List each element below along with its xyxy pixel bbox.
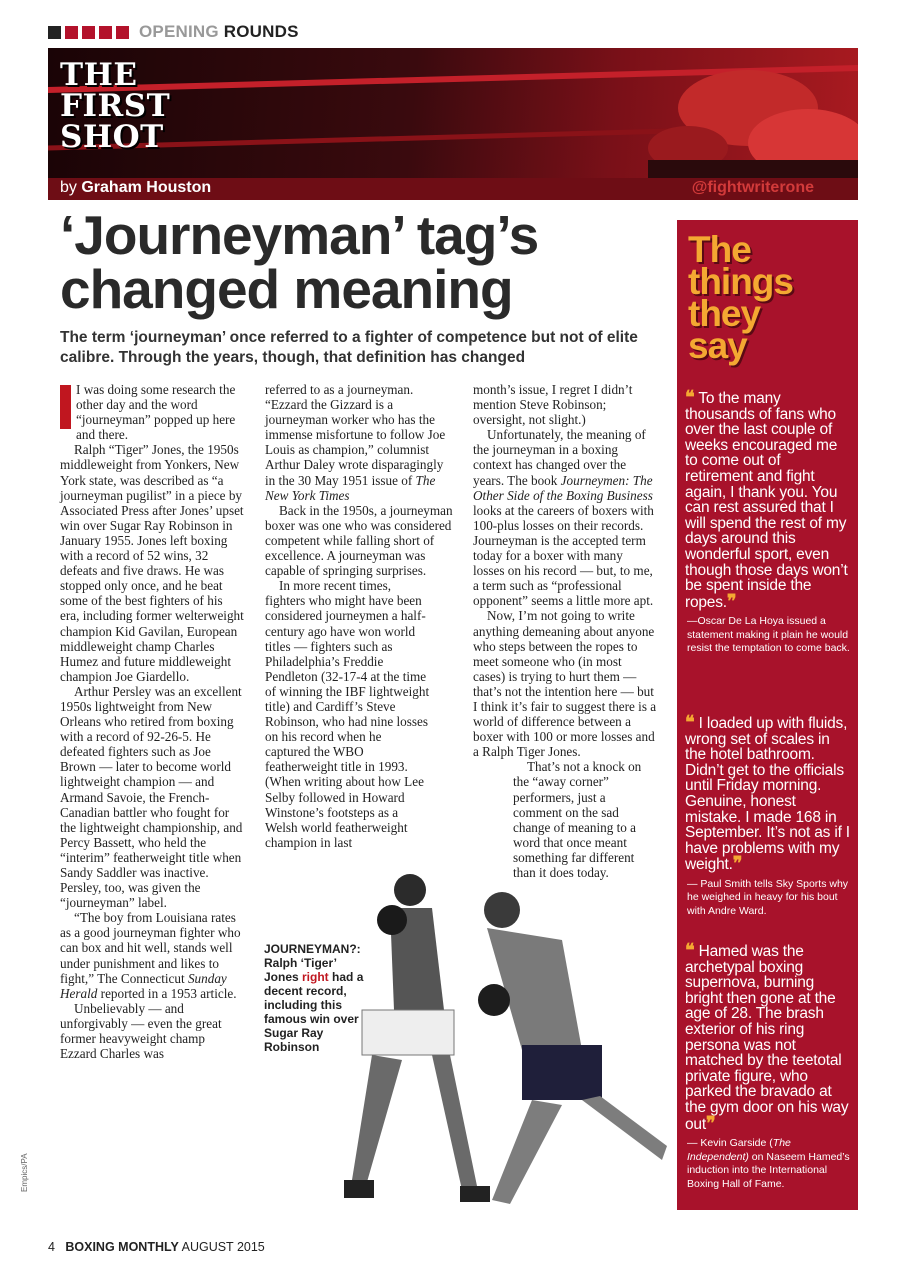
close-quote-icon: ❞ bbox=[726, 590, 737, 612]
quote-source: — Kevin Garside (The Independent) on Naseem Hamed’s induction into the International Boxing Hall of Fame. bbox=[687, 1137, 850, 1190]
standfirst: The term ‘journeyman’ once referred to a fighter of competence but not of elite calibre. Through the years, though, that definition has changed bbox=[60, 329, 638, 366]
close-quote-icon: ❞ bbox=[732, 853, 743, 875]
quotes-sidebar bbox=[677, 220, 858, 1210]
paragraph: Back in the 1950s, a journeyman boxer was one who was considered competent while falling short of excellence. A journeyman was capable of springing surprises. bbox=[265, 502, 453, 579]
close-quote-icon: ❞ bbox=[705, 1112, 716, 1134]
quote-text: I loaded up with fluids, wrong set of scales in the hotel bathroom. Didn’t get to the officials until Friday morning. Genuine, honest mistake. I made 168 in September. It’s not as if I have problems with my weight. bbox=[685, 715, 850, 874]
paragraph: Arthur Persley was an excellent 1950s lightweight from New Orleans who retired from boxing with a record of 92-26-5. He defeated fighters such as Joe Brown — later to become world lightweight champion — and Armand Savoie, the French-Canadian battler who fought for the lightweight championship, and Percy Bassett, who held the “interim” featherweight title when Sandy Saddler was inactive. Persley, too, was given the “journeyman” label. bbox=[60, 683, 243, 911]
open-quote-icon: ❝ bbox=[685, 712, 695, 733]
sidebar-title: The things they say bbox=[688, 229, 793, 366]
author-name: Graham Houston bbox=[81, 179, 212, 196]
paragraph: month’s issue, I regret I didn’t mention Steve Robinson; oversight, not slight.) bbox=[473, 382, 633, 428]
photo-credit: Empics/PA bbox=[20, 1153, 29, 1192]
byline: by Graham Houston bbox=[60, 179, 212, 196]
article-column-1 bbox=[60, 382, 244, 1061]
quote-source: — Paul Smith tells Sky Sports why he weighed in heavy for his bout with Andre Ward. bbox=[687, 877, 849, 917]
section-square bbox=[82, 26, 95, 39]
magazine-name: BOXING MONTHLY bbox=[65, 1240, 179, 1254]
paragraph: referred to as a journeyman. “Ezzard the Gizzard is a journeyman worker who has the immense misfortune to follow Joe Louis as champion,” columnist Arthur Daley wrote disparagingly in the 30 May 1951 issue of The New York Times bbox=[265, 382, 446, 503]
quote-text: Hamed was the archetypal boxing supernova, burning bright then gone at the age of 28. The brash exterior of his ring persona was not matched by the teetotal private figure, who parked the bravado at the gym door on his way out bbox=[685, 943, 849, 1133]
open-quote-icon: ❝ bbox=[685, 940, 695, 961]
column-banner bbox=[48, 48, 858, 178]
drop-cap-bar bbox=[60, 385, 71, 429]
paragraph: That’s not a knock on the “away corner” performers, just a comment on the sad change of meaning to a word that once meant something far different than it does today. bbox=[513, 759, 642, 880]
article-column-3 bbox=[473, 382, 657, 880]
page-number: 4 bbox=[48, 1240, 55, 1254]
quote-text: To the many thousands of fans who over the last couple of weeks encouraged me to come out of retirement and fight again, I thank you. You can rest assured that I will spend the rest of my days around this wonderful sport, even though those days won’t be spent inside the ropes. bbox=[685, 390, 848, 611]
section-square bbox=[65, 26, 78, 39]
quote-source: —Oscar De La Hoya issued a statement making it plain he would resist the temptation to come back. bbox=[687, 615, 850, 655]
headline: ‘Journeyman’ tag’s changed meaning bbox=[60, 204, 539, 320]
paragraph: “The boy from Louisiana rates as a good journeyman fighter who can box and hit well, stands well under punishment and likes to fight,” The Connecticut Sunday Herald reported in a 1953 article. bbox=[60, 910, 241, 1001]
paragraph: Ralph “Tiger” Jones, the 1950s middleweight from Yonkers, New York state, was described as “a journeyman pugilist” in a piece by Associated Press after Jones’ upset win over Sugar Ray Robinson in January 1955. Jones left boxing with a record of 52 wins, 32 defeats and five draws. He was stopped only once, and he beat some of the best fighters of his era, including former welterweight champion Kid Gavilan, European middleweight champ Charles Humez and future middleweight champion Joe Giardello. bbox=[60, 442, 244, 684]
paragraph: Unfortunately, the meaning of the journeyman in a boxing context has changed over the years. The book Journeymen: The Other Side of the Boxing Business looks at the careers of boxers with 100-plus losses on their records. Journeyman is the accepted term today for a boxer with many losses on his record — but, to me, a term such as “professional opponent” seems a little more apt. bbox=[473, 427, 654, 609]
open-quote-icon: ❝ bbox=[685, 387, 695, 408]
twitter-handle: @fightwriterone bbox=[691, 179, 814, 196]
quote-block bbox=[685, 940, 851, 1191]
quote-block bbox=[685, 712, 851, 918]
article-column-2 bbox=[265, 382, 455, 850]
issue-date: AUGUST 2015 bbox=[181, 1240, 265, 1254]
section-square bbox=[116, 26, 129, 39]
paragraph: I was doing some research the other day and the word “journeyman” popped up here and there. bbox=[60, 382, 244, 442]
photo-caption: JOURNEYMAN?: Ralph ‘Tiger’ Jones right had a decent record, including this famous win over Sugar Ray Robinson bbox=[264, 942, 364, 1054]
paragraph: Unbelievably — and unforgivably — even the great former heavyweight champ Ezzard Charles was bbox=[60, 1000, 222, 1062]
paragraph: In more recent times, fighters who might have been considered journeymen a half-century ago have won world titles — fighters such as Philadelphia’s Freddie Pendleton (32-17-4 at the time of winning the IBF lightweight title) and Cardiff’s Steve Robinson, who had nine losses on his record when he captured the WBO featherweight title in 1993. (When writing about how Lee Selby followed in Howard Winstone’s footsteps as a Welsh world featherweight champion in last bbox=[265, 578, 430, 850]
column-title: THE FIRST SHOT bbox=[60, 57, 171, 155]
page-footer bbox=[48, 1240, 265, 1254]
section-square bbox=[99, 26, 112, 39]
byline-bar bbox=[48, 178, 858, 200]
paragraph: Now, I’m not going to write anything demeaning about anyone who steps between the ropes to meet someone who (in most cases) is trying to hurt them — that’s not the intention here — but I think it’s fair to suggest there is a world of difference between a boxer with 100 or more losses and a Ralph Tiger Jones. bbox=[473, 608, 657, 760]
quote-block bbox=[685, 387, 851, 656]
section-tag bbox=[48, 22, 299, 42]
section-label: OPENING ROUNDS bbox=[139, 22, 299, 41]
section-square bbox=[48, 26, 61, 39]
